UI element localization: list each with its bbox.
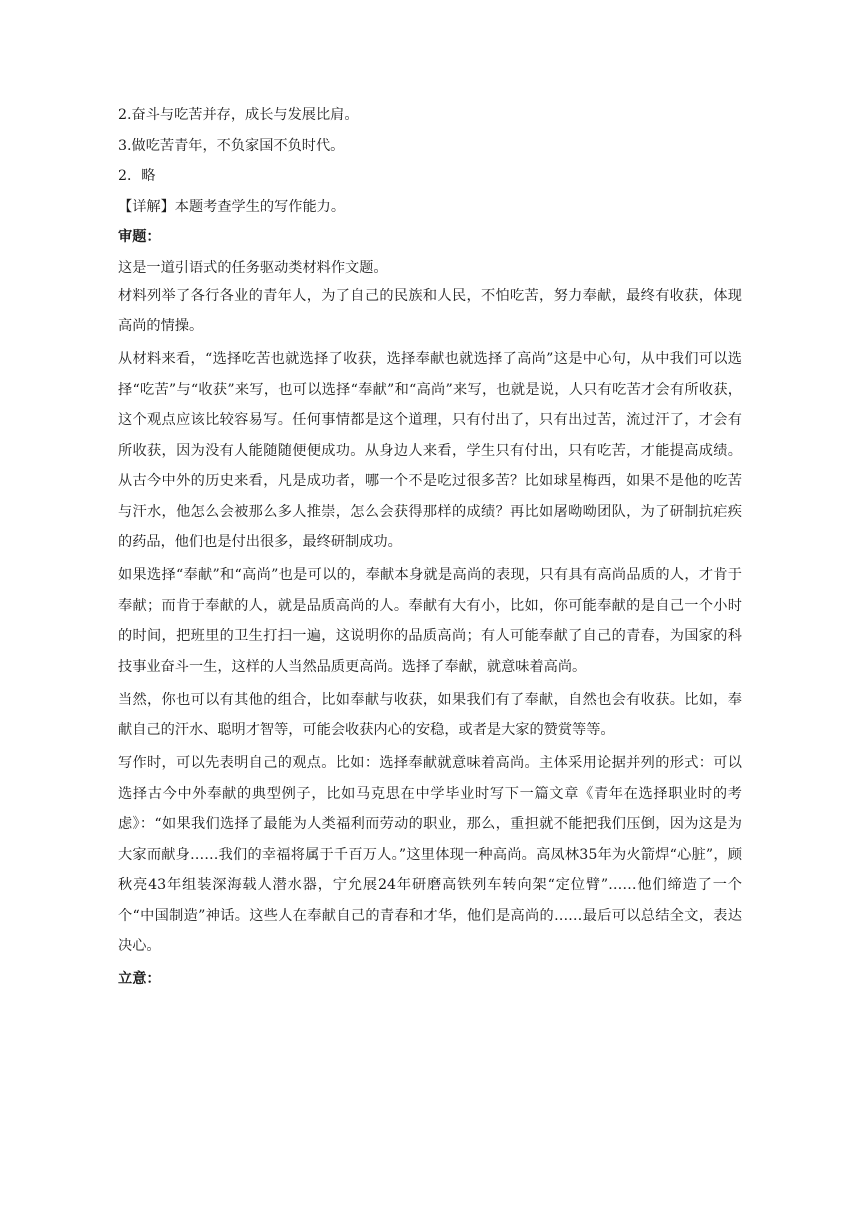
text-line: 2．略	[118, 168, 156, 185]
detail-explanation: 【详解】本题考查学生的写作能力。	[118, 198, 346, 215]
text-line: 2.奋斗与吃苦并存，成长与发展比肩。	[118, 107, 359, 123]
text-line: 这是一道引语式的任务驱动类材料作文题。	[118, 259, 388, 276]
paragraph: 材料列举了各行各业的青年人，为了自己的民族和人民，不怕吃苦，努力奉献，最终有收获，体现高尚的情操。	[118, 287, 742, 335]
section-heading: 审题：	[118, 229, 161, 246]
text-line: 3.做吃苦青年，不负家国不负时代。	[118, 137, 345, 154]
section-heading: 立意：	[118, 970, 161, 987]
document-page	[118, 104, 742, 999]
paragraph: 如果选择“奉献”和“高尚”也是可以的，奉献本身就是高尚的表现，只有具有高尚品质的人，才肯于奉献；而肯于奉献的人，就是品质高尚的人。奉献有大有小，比如，你可能奉献的是自己一个小时的时间，把班里的卫生打扫一遍，这说明你的品质高尚；有人可能奉献了自己的青春，为国家的科技事业奋斗一生，这样的人当然品质更高尚。选择了奉献，就意味着高尚。	[118, 567, 742, 675]
paragraph: 从材料来看，“选择吃苦也就选择了收获，选择奉献也就选择了高尚”这是中心句，从中我们可以选择“吃苦”与“收获”来写，也可以选择“奉献”和“高尚”来写，也就是说，人只有吃苦才会有所收获，这个观点应该比较容易写。任何事情都是这个道理，只有付出了，只有出过苦，流过汗了，才会有所收获，因为没有人能随随便便成功。从身边人来看，学生只有付出，只有吃苦，才能提高成绩。从古今中外的历史来看，凡是成功者，哪一个不是吃过很多苦？比如球星梅西，如果不是他的吃苦与汗水，他怎么会被那么多人推崇，怎么会获得那样的成绩？再比如屠呦呦团队，为了研制抗疟疾的药品，他们也是付出很多，最终研制成功。	[118, 351, 742, 551]
paragraph: 当然，你也可以有其他的组合，比如奉献与收获，如果我们有了奉献，自然也会有收获。比如，奉献自己的汗水、聪明才智等，可能会收获内心的安稳，或者是大家的赞赏等等。	[118, 691, 742, 739]
paragraph: 写作时，可以先表明自己的观点。比如：选择奉献就意味着高尚。主体采用论据并列的形式：可以选择古今中外奉献的典型例子，比如马克思在中学毕业时写下一篇文章《青年在选择职业时的考虑》：“如果我们选择了最能为人类福利而劳动的职业，那么，重担就不能把我们压倒，因为这是为大家而献身……我们的幸福将属于千百万人。”这里体现一种高尚。高凤林35年为火箭焊“心脏”，顾秋亮43年组装深海载人潜水器，宁允展24年研磨高铁列车转向架“定位臂”……他们缔造了一个个“中国制造”神话。这些人在奉献自己的青春和才华，他们是高尚的……最后可以总结全文，表达决心。	[118, 755, 742, 955]
